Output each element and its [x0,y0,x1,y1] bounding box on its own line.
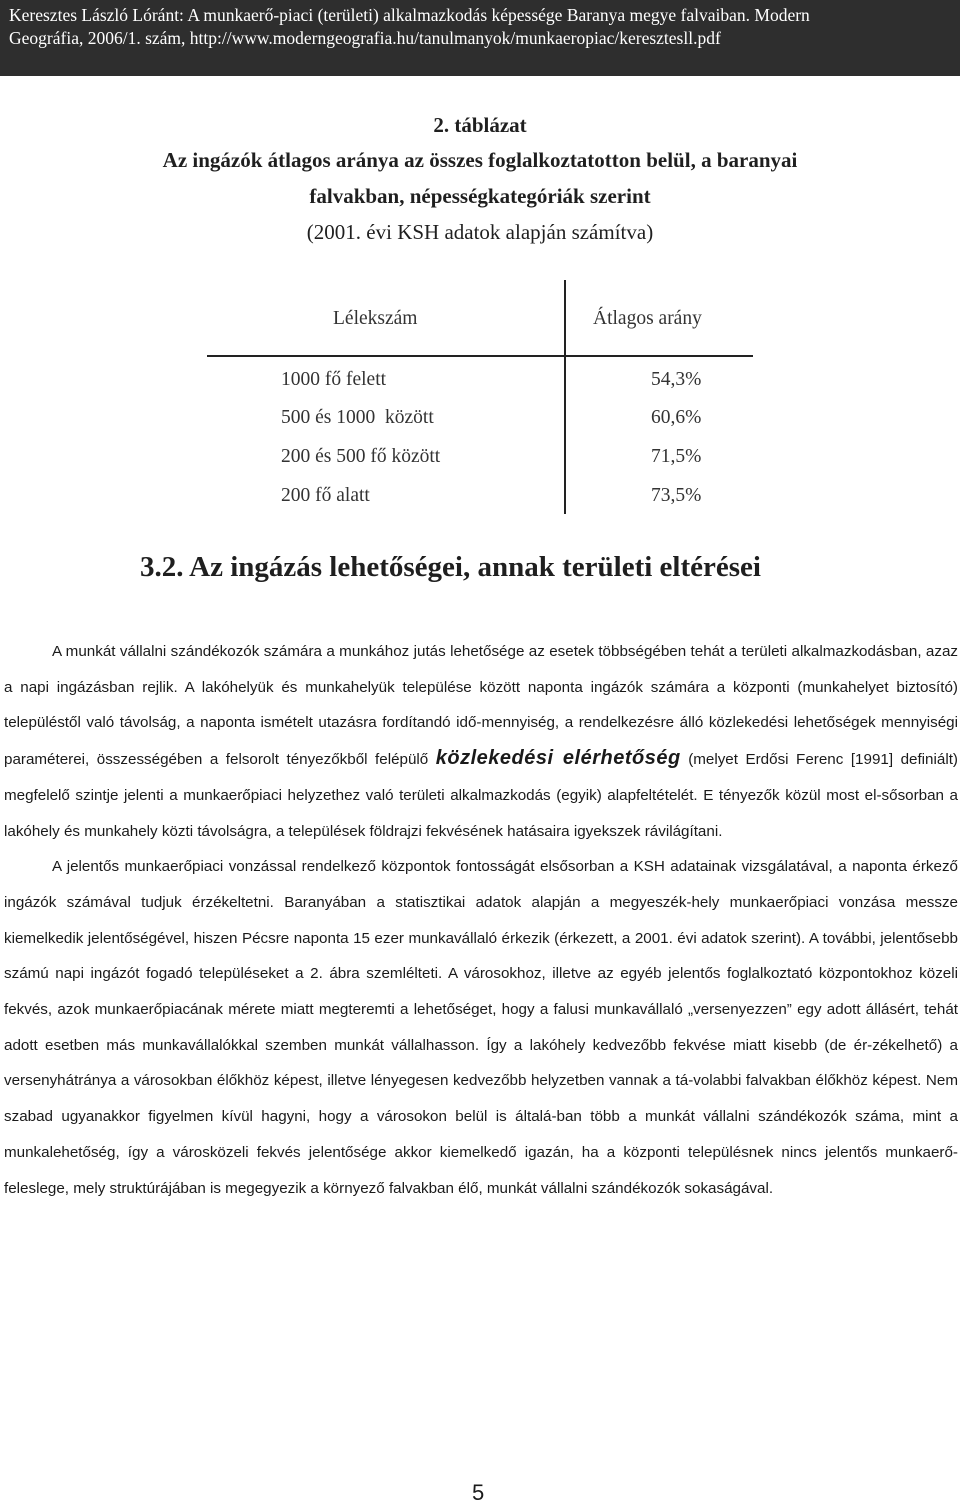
table-title-line-1: Az ingázók átlagos aránya az összes foglalkoztatotton belül, a baranyai [162,148,798,172]
body-text [4,634,958,1206]
column-header-average-ratio: Átlagos arány [593,308,702,329]
table-row-category: 500 és 1000 között [281,407,434,428]
paragraph-2: A jelentős munkaerőpiaci vonzással rendelkező központok fontosságát elsősorban a KSH adatainak vizsgálatával, a naponta érkező ingázók számával tudjuk érzékeltetni. Baranyában a statisztikai adatok alapján a megyeszék-hely munkaerőpiaci vonzása messze kiemelkedik jelentőségével, hiszen Pécsre naponta 15 ezer munkavállaló érkezik (érkezett, a 2001. évi adatok szerint). A további, jelentősebb számú napi ingázót fogadó településeket a 2. ábra szemlélteti. A városokhoz, illetve az egyéb jelentős foglalkoztató központokhoz közeli fekvés, azok munkaerőpiacának mérete miatt megteremti a lehetőséget, hogy a falusi munkavállaló „versenyezzen” egy adott állásért, tehát adott esetben más munkavállalókkal szemben munkát vállalhasson. Így a lakóhely kedvezőbb fekvése miatt kisebb (de ér-zékelhető) a versenyhátránya a városokban élőkhöz képest, illetve lényegesen kedvezőbb helyzetben vannak a tá-volabbi falvakban élőkhöz képest. Nem szabad ugyanakkor figyelmen kívül hagyni, hogy a városokon belül is általá-ban több a munkát vállalni szándékozók száma, mint a munkalehetőség, így a városközeli fekvés jelentősége akkor kiemelkedő igazán, ha a központi településnek nincs jelentős munkaerő-feleslege, mely struktúrájában is megegyezik a környező falvakban élő, munkát vállalni szándékozók sokaságával. [4,858,958,1197]
header-line-1: Keresztes László Lóránt: A munkaerő-piaci (területi) alkalmazkodás képessége Baranya megye falvaiban. Modern [9,5,810,25]
table-row-value: 54,3% [651,369,702,390]
table-row-value: 71,5% [651,446,702,467]
paragraph-1-start: A munkát vállalni szándékozók számára a munkához jutás lehetősége az esetek többségében tehát a területi alkalmazkodásban, azaz a napi ingázásban rejlik. A lakóhelyük és munkahelyük települése között naponta ingázók számára a központi (munkahelyet biztosító) településtől való távolság, a naponta ismételt utazásra fordítandó idő-mennyiség, a rendelkezésre álló közlekedési lehetőségek mennyiségi paraméterei, összességében a felsorolt tényezőkből felépülő [4,643,958,769]
table-column-divider [564,280,566,514]
page-number: 5 [472,1480,485,1505]
table-title-line-3: (2001. évi KSH adatok alapján számítva) [306,220,654,244]
header-line-2: Geográfia, 2006/1. szám, http://www.moderngeografia.hu/tanulmanyok/munkaeropiac/keresztesll.pdf [9,28,721,48]
column-header-population: Lélekszám [333,308,418,329]
table-row-category: 1000 fő felett [281,369,387,390]
table-label: 2. táblázat [433,113,527,137]
table-title-line-2: falvakban, népességkategóriák szerint [309,184,651,208]
section-heading: 3.2. Az ingázás lehetőségei, annak területi eltérései [140,551,761,583]
emphasized-term: közlekedési elérhetőség [435,747,681,770]
table-row-category: 200 fő alatt [281,485,370,506]
document-header [0,0,960,76]
paragraph-1-end: (melyet Erdősi Ferenc [1991] definiált) megfelelő szintje jelenti a munkaerőpiaci helyzethez való területi alkalmazkodás (egyik) alapfeltételét. E tényezők közül most el-sősorban a lakóhely és munkahely közti távolságra, a települések földrajzi fekvésének hatásaira igyekszek rávilágítani. [4,751,958,840]
table-header-divider [207,355,753,357]
table-row-category: 200 és 500 fő között [281,446,441,467]
table-row-value: 60,6% [651,407,702,428]
table-row-value: 73,5% [651,485,702,506]
